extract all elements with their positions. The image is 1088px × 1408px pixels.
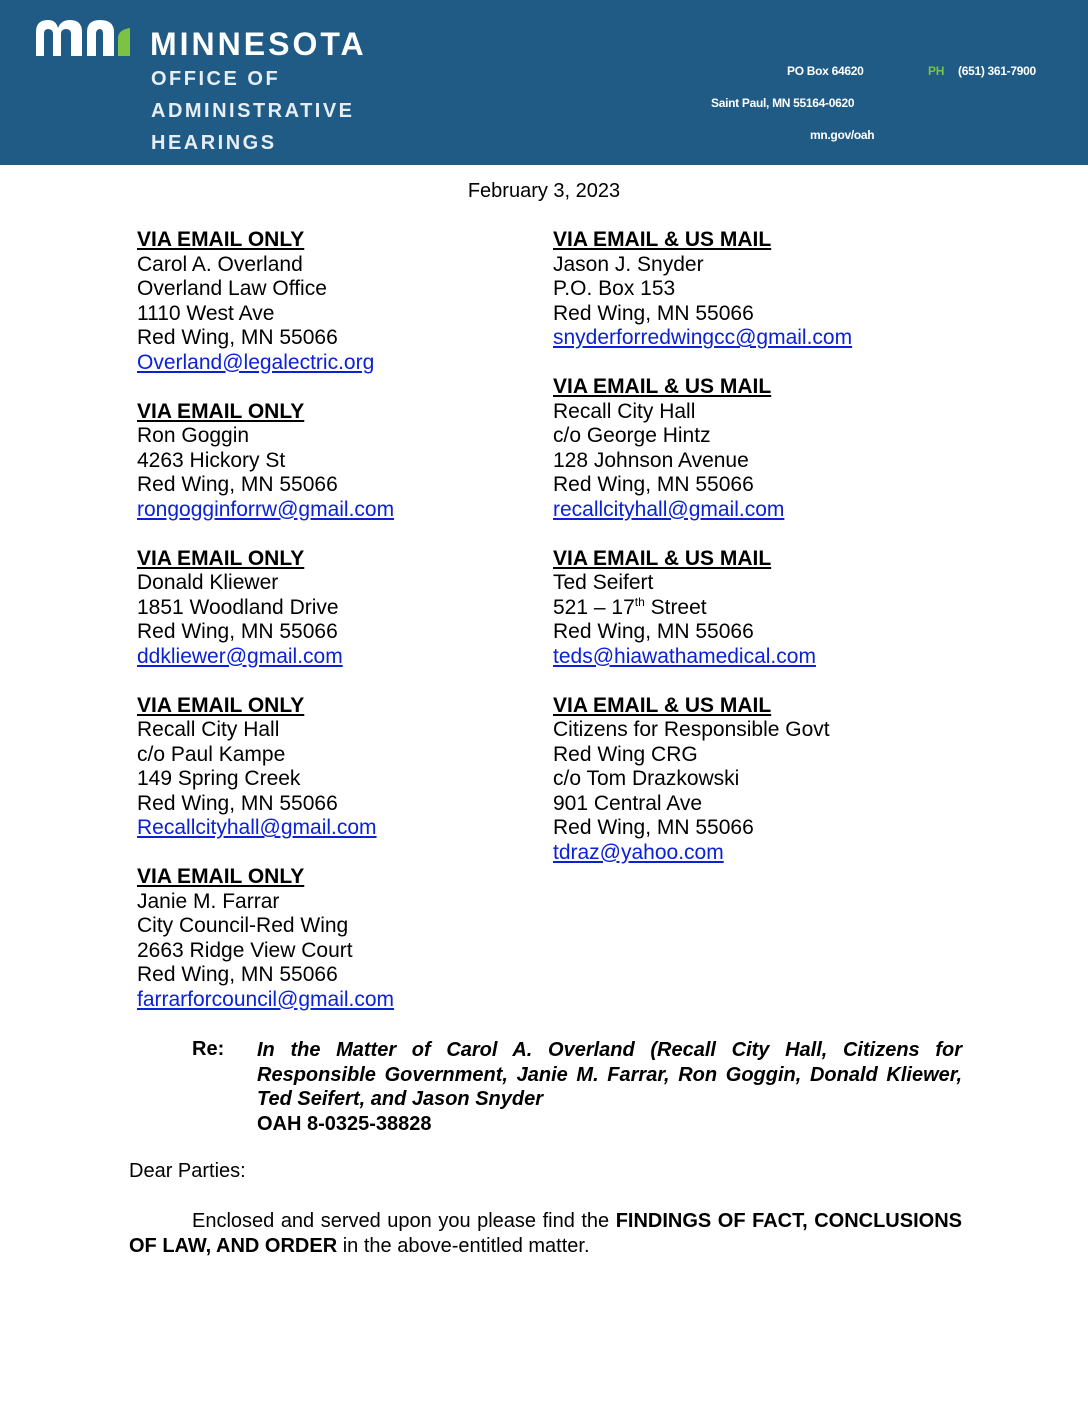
address-line: Citizens for Responsible Govt — [553, 718, 830, 741]
case-number: OAH 8-0325-38828 — [257, 1112, 432, 1135]
minnesota-logo-icon — [34, 16, 132, 58]
address-line: 1110 West Ave — [137, 301, 275, 325]
body-bold-document-title: FINDINGS OF FACT, CONCLUSIONS OF LAW, AND ORDER — [129, 1210, 962, 1257]
address-line: Janie M. Farrar — [137, 889, 280, 913]
address-line: 901 Central Ave — [553, 791, 703, 815]
email-link[interactable]: Overland@legalectric.org — [137, 350, 375, 374]
delivery-method: VIA EMAIL ONLY — [137, 546, 305, 570]
delivery-method: VIA EMAIL & US MAIL — [553, 375, 772, 398]
salutation: Dear Parties: — [129, 1160, 246, 1182]
address-line: Red Wing, MN 55066 — [137, 473, 338, 496]
brand-title: MINNESOTA — [150, 26, 367, 62]
address-line: 2663 Ridge View Court — [137, 938, 353, 962]
phone-number: (651) 361-7900 — [958, 64, 1036, 78]
address-line: c/o Tom Drazkowski — [553, 767, 740, 790]
recipient-block — [137, 547, 394, 670]
recipient-block — [553, 694, 852, 866]
address-line: Red Wing, MN 55066 — [553, 620, 754, 643]
recipients-right-column — [553, 228, 852, 890]
address-line: Jason J. Snyder — [553, 252, 704, 276]
address-line: Red Wing, MN 55066 — [137, 620, 338, 643]
address-line: Overland Law Office — [137, 277, 327, 300]
recipient-block — [137, 865, 394, 1012]
body-paragraph — [129, 1209, 962, 1258]
email-link[interactable]: teds@hiawathamedical.com — [553, 644, 816, 668]
recipient-block — [553, 375, 852, 522]
recipient-block — [137, 694, 394, 841]
re-subject — [257, 1038, 962, 1136]
recipients-left-column — [137, 228, 394, 1037]
brand-subtitle-line: ADMINISTRATIVE — [151, 100, 355, 122]
matter-title: In the Matter of Carol A. Overland (Recall City Hall, Citizens for Responsible Government, Janie M. Farrar, Ron Goggin, Donald Kliewer, Ted Seifert, and Jason Snyder — [257, 1039, 962, 1110]
delivery-method: VIA EMAIL ONLY — [137, 865, 305, 888]
brand-subtitle-line: OFFICE OF — [151, 68, 281, 90]
website: mn.gov/oah — [810, 128, 875, 142]
email-link[interactable]: tdraz@yahoo.com — [553, 840, 724, 864]
address-line: Recall City Hall — [137, 718, 280, 741]
delivery-method: VIA EMAIL & US MAIL — [553, 546, 772, 570]
address-line: 149 Spring Creek — [137, 767, 301, 790]
phone-label: PH — [928, 64, 945, 78]
recipient-block — [137, 228, 394, 375]
ordinal-suffix: th — [634, 594, 645, 609]
address-line — [553, 596, 852, 621]
recipient-block — [553, 547, 852, 670]
recipient-block — [137, 400, 394, 523]
re-label: Re: — [192, 1038, 225, 1060]
body-outro: in the above-entitled matter. — [337, 1234, 590, 1257]
address-line: 1851 Woodland Drive — [137, 595, 339, 619]
address-line: Red Wing, MN 55066 — [137, 326, 338, 349]
address-line: City Council-Red Wing — [137, 914, 349, 937]
street-number: 521 – 17 — [553, 595, 635, 619]
delivery-method: VIA EMAIL ONLY — [137, 693, 305, 717]
street-name: Street — [644, 595, 707, 619]
delivery-method: VIA EMAIL ONLY — [137, 399, 305, 423]
letterhead-banner — [0, 0, 1088, 165]
address-line: c/o George Hintz — [553, 424, 711, 447]
po-box: PO Box 64620 — [787, 64, 864, 78]
city-line: Saint Paul, MN 55164-0620 — [711, 96, 855, 110]
delivery-method: VIA EMAIL ONLY — [137, 228, 305, 251]
address-line: Donald Kliewer — [137, 571, 279, 594]
delivery-method: VIA EMAIL & US MAIL — [553, 693, 772, 717]
address-line: Carol A. Overland — [137, 252, 303, 276]
email-link[interactable]: farrarforcouncil@gmail.com — [137, 987, 395, 1011]
email-link[interactable]: recallcityhall@gmail.com — [553, 497, 785, 521]
address-line: 4263 Hickory St — [137, 448, 286, 472]
address-line: Ron Goggin — [137, 424, 250, 447]
delivery-method: VIA EMAIL & US MAIL — [553, 228, 772, 251]
address-line: c/o Paul Kampe — [137, 742, 286, 766]
brand-subtitle-line: HEARINGS — [151, 132, 277, 154]
address-line: Red Wing, MN 55066 — [553, 473, 754, 496]
address-line: Red Wing CRG — [553, 742, 698, 766]
address-line: Recall City Hall — [553, 399, 696, 423]
address-line: Red Wing, MN 55066 — [553, 301, 754, 325]
address-line: Red Wing, MN 55066 — [137, 963, 338, 986]
address-line: Red Wing, MN 55066 — [137, 791, 338, 815]
address-line: 128 Johnson Avenue — [553, 448, 749, 472]
email-link[interactable]: snyderforredwingcc@gmail.com — [553, 326, 853, 349]
body-intro: Enclosed and served upon you please find the — [192, 1210, 616, 1232]
address-line: Red Wing, MN 55066 — [553, 816, 754, 839]
address-line: Ted Seifert — [553, 571, 654, 594]
address-line: P.O. Box 153 — [553, 277, 676, 300]
recipient-block — [553, 228, 852, 351]
email-link[interactable]: Recallcityhall@gmail.com — [137, 816, 377, 839]
email-link[interactable]: ddkliewer@gmail.com — [137, 644, 343, 668]
email-link[interactable]: rongogginforrw@gmail.com — [137, 497, 395, 521]
letter-date: February 3, 2023 — [467, 180, 621, 202]
